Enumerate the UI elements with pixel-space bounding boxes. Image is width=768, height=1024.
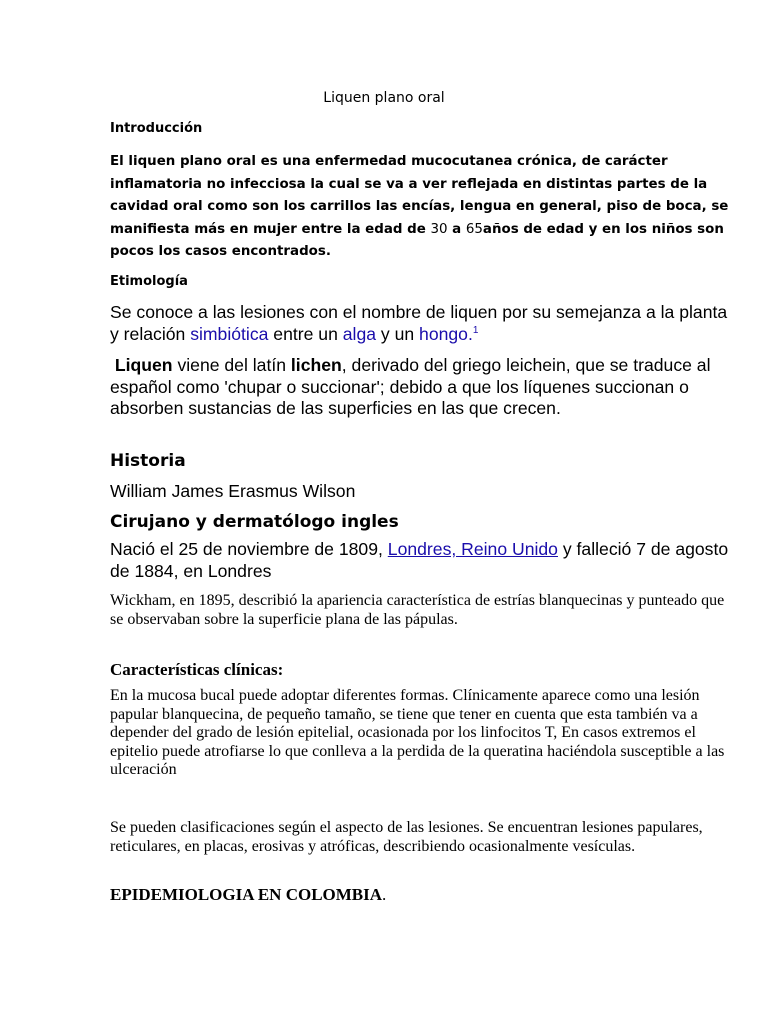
history-heading: Historia [110,451,186,471]
link-londres-reino-unido[interactable]: Londres, Reino Unido [387,539,558,559]
clinical-paragraph-1: En la mucosa bucal puede adoptar diferentes formas. Clínicamente aparece como una lesión papular blanquecina, de pequeño tamaño, se tiene que tener en cuenta que esta también va a depender del grado de lesión epitelial, ocasionada por los linfocitos T, En casos extremos el epitelio puede atrofiarse lo que conlleva a la perdida de la queratina haciéndola susceptible a las ulceración [110,687,725,778]
intro-age-to: 65 [465,221,483,237]
footnote-ref-1[interactable] [473,324,479,344]
intro-text: años de edad y en los niños son pocos los casos encontrados. [110,221,724,259]
history-person-name: William James Erasmus Wilson [110,481,356,501]
wickham-paragraph: Wickham, en 1895, describió la apariencia característica de estrías blanquecinas y punteado que se observaban sobre la superficie plana de las pápulas. [110,592,725,628]
document-title: Liquen plano oral [323,90,445,106]
birth-text: y falleció 7 de agosto de 1884, en Londres [110,539,729,581]
footnote-superscript: 1 [472,324,479,336]
etymology-text: entre un [268,323,343,344]
term-lichen: lichen [290,355,342,375]
intro-heading: Introducción [110,121,203,136]
clinical-paragraph-2: Se pueden clasificaciones según el aspecto de las lesiones. Se encuentran lesiones papulares, reticulares, en placas, erosivas y atróficas, describiendo ocasionalmente vesículas. [110,819,703,855]
etymology-text: y un [376,323,420,344]
link-simbiotica[interactable]: simbiótica [190,323,269,344]
clinical-heading: Características clínicas: [110,660,284,679]
intro-text: a [447,221,466,237]
etymology-heading: Etimología [110,274,188,289]
intro-age-from: 30 [430,221,448,237]
birth-paragraph [110,539,730,582]
epidemiology-heading-text: EPIDEMIOLOGIA EN COLOMBIA [110,885,383,904]
profession-heading: Cirujano y dermatólogo ingles [110,512,399,532]
link-alga[interactable]: alga [342,323,377,344]
etymology-text: Se conoce a las lesiones con el nombre de liquen por su semejanza a la planta y relación [110,302,728,344]
intro-paragraph [110,151,730,264]
etymology-text: , derivado del griego leichein, que se traduce al español como 'chupar o succionar'; debido a que los líquenes succionan o absorben sustancias de las superficies en las que crecen. [110,355,711,418]
link-hongo[interactable]: hongo. [419,323,473,344]
intro-text: El liquen plano oral es una enfermedad mucocutanea crónica, de carácter inflamatoria no infecciosa la cual se va a ver reflejada en distintas partes de la cavidad oral como son los carrillos las encías, lengua en general, piso de boca, se manifiesta más en mujer entre la edad de [110,154,729,237]
birth-text: Nació el 25 de noviembre de 1809, [110,539,388,559]
epidemiology-heading [110,884,386,906]
etymology-paragraph-2 [110,355,730,420]
term-liquen: Liquen [114,355,173,375]
etymology-text: viene del latín [172,355,291,375]
etymology-paragraph-1 [110,302,730,345]
epidemiology-heading-period: . [382,885,387,904]
